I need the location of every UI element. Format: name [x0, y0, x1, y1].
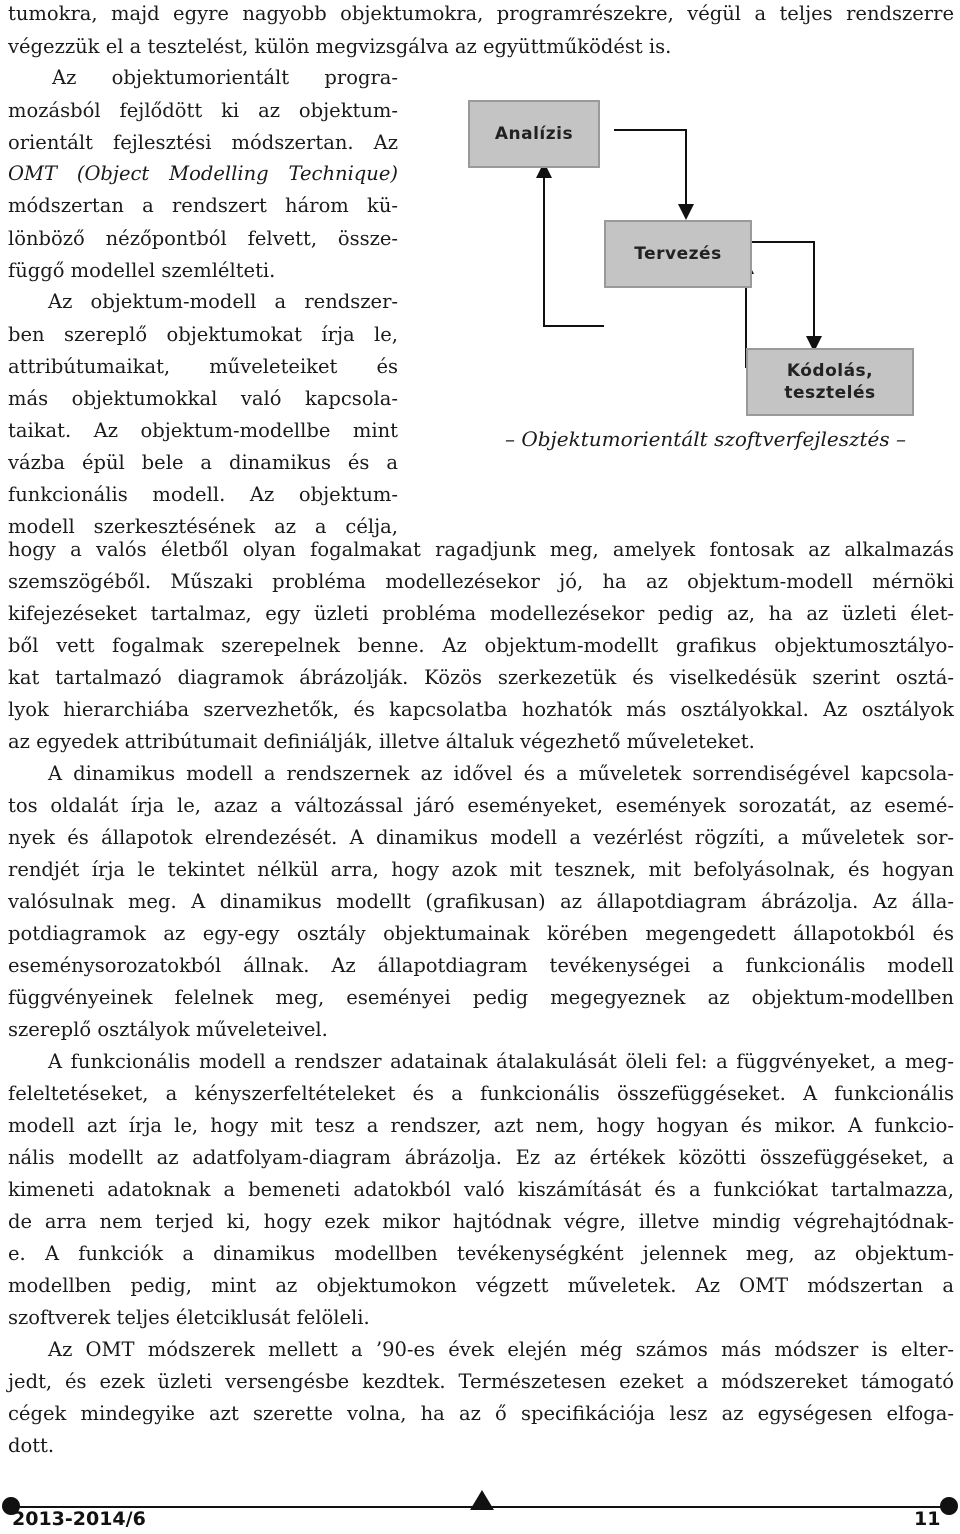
footer-triangle-icon	[470, 1490, 494, 1510]
arrow-tervezes-analizis	[544, 176, 604, 326]
text-line-full-9: tos oldalát írja le, azaz a változással járó eseményeket, események sorozatát, az esemé-	[8, 794, 954, 817]
text-line-full-17: A funkcionális modell a rendszer adatainak átalakulását öleli fel: a függvényeket, a meg-	[48, 1050, 954, 1073]
box-tervezes	[604, 220, 752, 288]
text-line-narrow-7: függő modellel szemlélteti.	[8, 259, 276, 282]
footer-page-number: 11	[914, 1508, 941, 1530]
text-line-full-23: e. A funkciók a dinamikus modellben tevékenységként jelennek meg, az objektum-	[8, 1242, 954, 1265]
footer-issue: 2013-2014/6	[12, 1508, 146, 1530]
text-line-full-24: modellben pedig, mint az objektumokon végzett műveletek. Az OMT módszertan a	[8, 1274, 954, 1297]
text-line-narrow-10: attribútumaikat, műveleteiket és	[8, 355, 398, 378]
page-footer	[0, 1490, 960, 1534]
text-line-full-19: modell azt írja le, hogy mit tesz a rendszer, azt nem, hogy hogyan és mikor. A funkcio-	[8, 1114, 954, 1137]
text-line-full-14: eseménysorozatokból állnak. Az állapotdiagram tevékenységei a funkcionális modell	[8, 954, 954, 977]
box-analizis-label: Analízis	[494, 124, 574, 144]
footer-dot-right	[940, 1497, 958, 1515]
text-line-narrow-9: ben szereplő objektumokat írja le,	[8, 323, 398, 346]
text-line-narrow-8: Az objektum-modell a rendszer-	[48, 290, 398, 313]
text-line-full-13: potdiagramok az egy-egy osztály objektumainak körében megengedett állapotokból és	[8, 922, 954, 945]
text-line-full-26: Az OMT módszerek mellett a ’90-es évek elején még számos más módszer is elter-	[48, 1338, 954, 1361]
text-line-narrow-6: lönböző nézőpontból felvett, össze-	[8, 227, 398, 250]
text-line-full-10: nyek és állapotok elrendezését. A dinamikus modell a vezérlést rögzíti, a műveletek sor-	[8, 826, 954, 849]
text-line-narrow-4: OMT (Object Modelling Technique)	[8, 162, 398, 185]
text-line-top-1: tumokra, majd egyre nagyobb objektumokra, programrészekre, végül a teljes rendszerre	[8, 2, 954, 25]
box-tervezes-label: Tervezés	[634, 244, 722, 264]
text-line-narrow-15: modell szerkesztésének az a célja,	[8, 515, 398, 538]
text-line-full-15: függvényeinek felelnek meg, eseményei pedig megegyeznek az objektum-modellben	[8, 986, 954, 1009]
box-kodolas	[746, 348, 914, 416]
text-line-full-1: hogy a valós életből olyan fogalmakat ragadjunk meg, amelyek fontosak az alkalmazás	[8, 538, 954, 561]
text-line-full-20: nális modellt az adatfolyam-diagram ábrázolja. Ez az értékek közötti összefüggéseket, a	[8, 1146, 954, 1169]
text-line-full-6: lyok hierarchiába szervezhetők, és kapcsolatba hozhatók más osztályokkal. Az osztályok	[8, 698, 954, 721]
text-line-full-11: rendjét írja le tekintet nélkül arra, hogy azok mit tesznek, mit befolyásolnak, és hogyan	[8, 858, 954, 881]
text-line-full-12: valósulnak meg. A dinamikus modellt (grafikusan) az állapotdiagram ábrázolja. Az álla-	[8, 890, 954, 913]
text-line-full-8: A dinamikus modell a rendszernek az idővel és a műveletek sorrendiségével kapcsola-	[48, 762, 954, 785]
text-line-narrow-5: módszertan a rendszert három kü-	[8, 194, 398, 217]
text-line-narrow-12: taikat. Az objektum-modellbe mint	[8, 419, 398, 442]
figure-caption: – Objektumorientált szoftverfejlesztés –	[505, 427, 907, 451]
text-line-narrow-3: orientált fejlesztési módszertan. Az	[8, 131, 398, 154]
text-line-full-18: feleltetéseket, a kényszerfeltételeket és a funkcionális összefüggéseket. A funkcionális	[8, 1082, 954, 1105]
text-line-top-2: végezzük el a tesztelést, külön megvizsgálva az együttműködést is.	[8, 35, 672, 58]
text-line-full-16: szereplő osztályok műveleteivel.	[8, 1018, 328, 1041]
text-line-full-27: jedt, és ezek üzleti versengésbe kezdtek. Természetesen ezeket a módszereket támogató	[8, 1370, 954, 1393]
box-analizis	[468, 100, 600, 168]
text-line-full-5: kat tartalmazó diagramok ábrázolják. Közös szerkezetük és viselkedésük szerint osztá-	[8, 666, 954, 689]
text-line-full-3: kifejezéseket tartalmaz, egy üzleti probléma modellezésekor pedig az, ha az üzleti élet-	[8, 602, 954, 625]
text-line-narrow-14: funkcionális modell. Az objektum-	[8, 483, 398, 506]
text-line-narrow-2: mozásból fejlődött ki az objektum-	[8, 99, 398, 122]
text-line-narrow-1: Az objektumorientált progra-	[52, 66, 398, 89]
text-line-full-4: ből vett fogalmak szerepelnek benne. Az objektum-modellt grafikus objektumosztályo-	[8, 634, 954, 657]
text-line-narrow-11: más objektumokkal való kapcsola-	[8, 387, 398, 410]
arrow-analizis-tervezes	[614, 130, 686, 206]
waterfall-diagram	[464, 96, 916, 418]
text-line-full-21: kimeneti adatoknak a bemeneti adatokból való kiszámítását és a funkciókat tartalmazza,	[8, 1178, 954, 1201]
text-line-full-29: dott.	[8, 1434, 55, 1457]
text-line-full-2: szemszögéből. Műszaki probléma modellezésekor jó, ha az objektum-modell mérnöki	[8, 570, 954, 593]
text-line-narrow-13: vázba épül bele a dinamikus és a	[8, 451, 398, 474]
text-line-full-25: szoftverek teljes életciklusát felöleli.	[8, 1306, 370, 1329]
arrow-tervezes-kodolas	[749, 242, 814, 338]
box-kodolas-label-1: Kódolás,	[786, 361, 874, 381]
box-kodolas-label-2: tesztelés	[784, 383, 876, 403]
text-line-full-7: az egyedek attribútumait definiálják, illetve általuk végezhető műveleteket.	[8, 730, 755, 753]
text-line-full-28: cégek mindegyike azt szerette volna, ha az ő specifikációja lesz az egységesen elfoga-	[8, 1402, 954, 1425]
text-line-full-22: de arra nem terjed ki, hogy ezek mikor hajtódnak végre, illetve mindig végrehajtódnak-	[8, 1210, 954, 1233]
